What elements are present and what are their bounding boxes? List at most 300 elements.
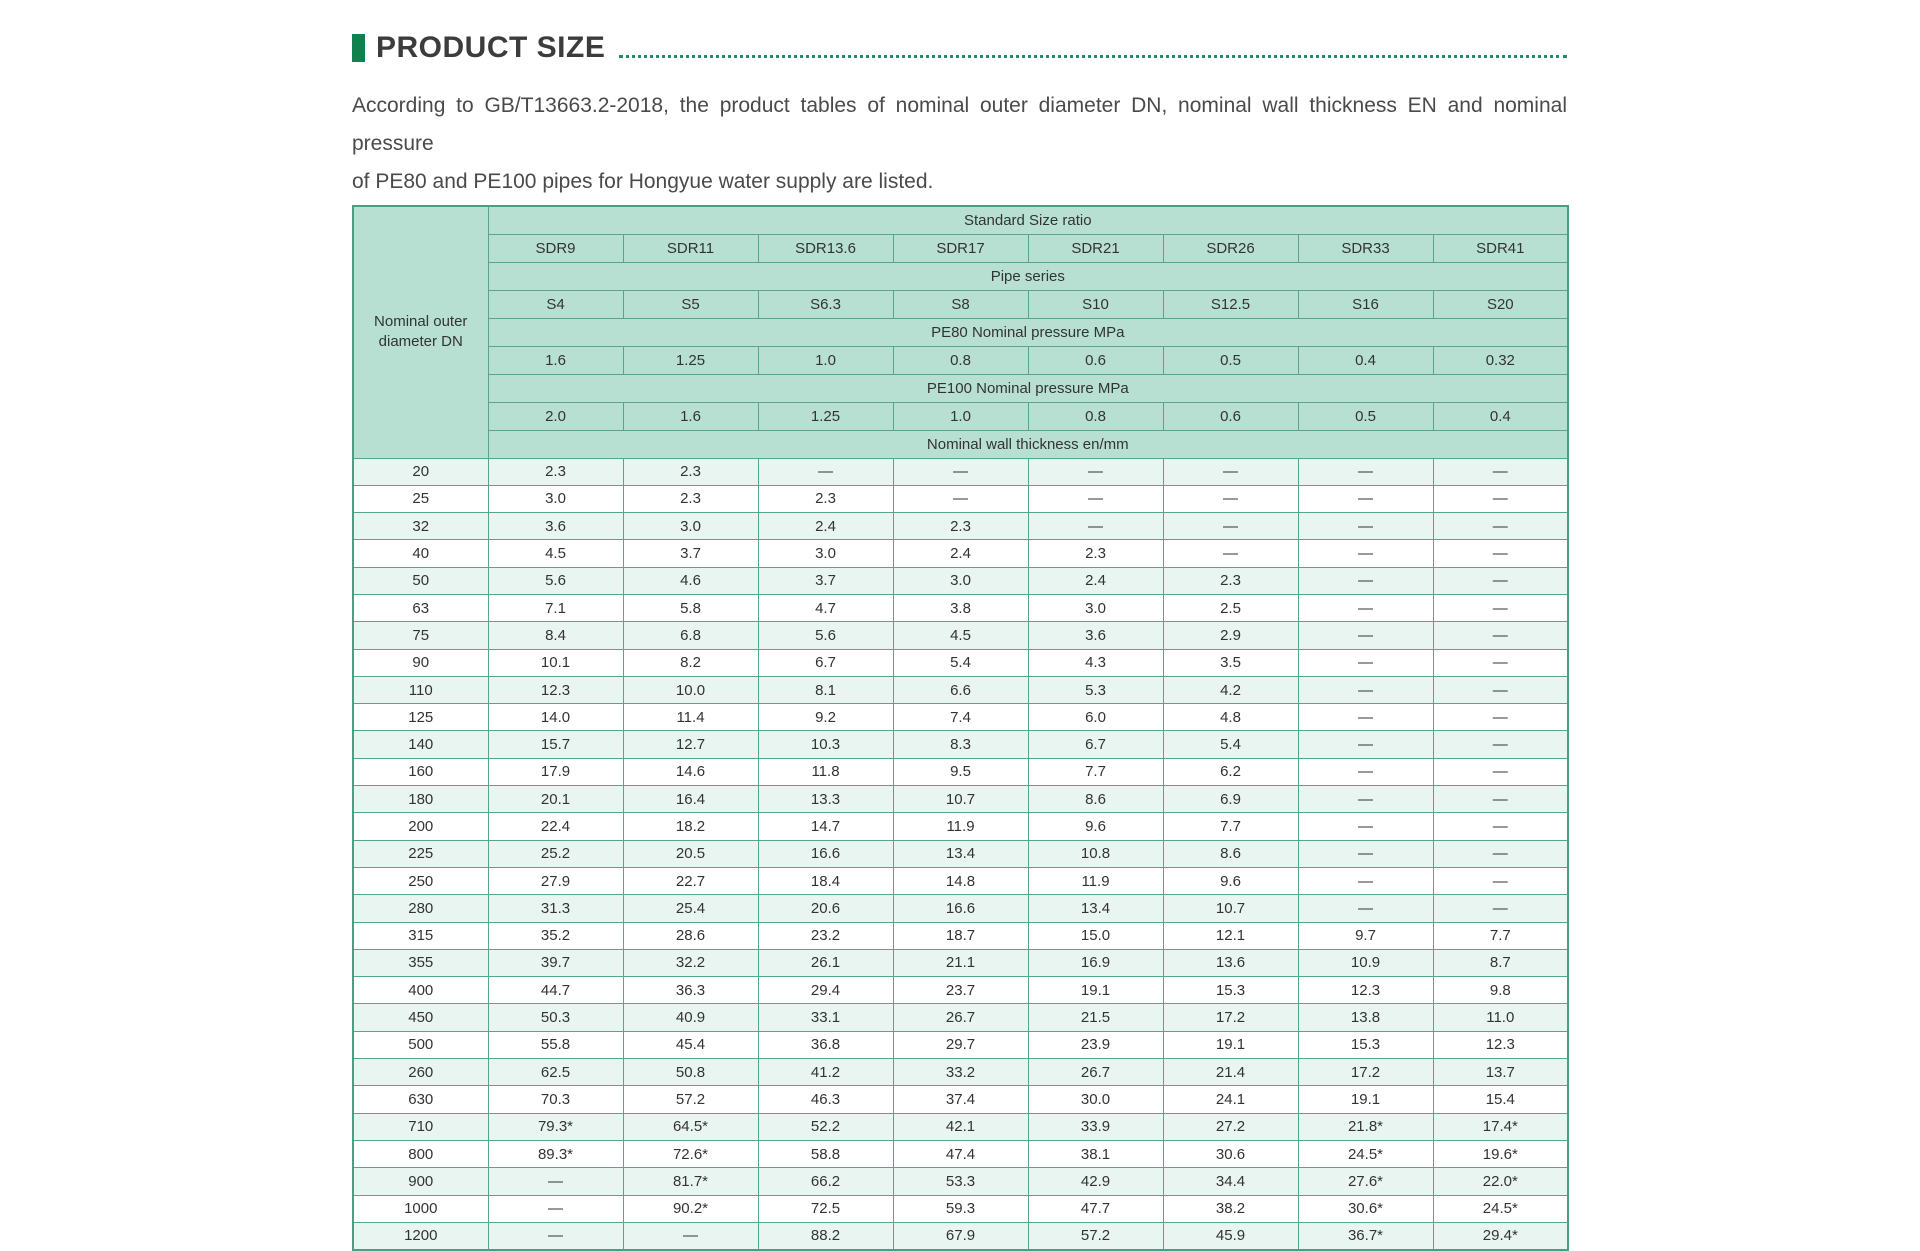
thickness-cell: 18.4: [758, 867, 893, 894]
thickness-cell: 36.7*: [1298, 1222, 1433, 1249]
thickness-cell: 45.9: [1163, 1222, 1298, 1249]
corner-header-cell: Nominal outer diameter DN: [353, 206, 488, 458]
thickness-cell: 22.4: [488, 813, 623, 840]
header-row-wall-thickness: [353, 430, 1568, 458]
thickness-cell: 16.6: [893, 895, 1028, 922]
thickness-cell: 59.3: [893, 1195, 1028, 1222]
pe100-pressure-header: PE100 Nominal pressure MPa: [488, 374, 1568, 402]
thickness-cell: 30.6: [1163, 1140, 1298, 1167]
thickness-cell: —: [1298, 840, 1433, 867]
table-row: [353, 813, 1568, 840]
thickness-cell: 29.4*: [1433, 1222, 1568, 1249]
thickness-cell: 27.6*: [1298, 1168, 1433, 1195]
thickness-cell: 19.1: [1163, 1031, 1298, 1058]
pe80-pressure-value-cell: 0.4: [1298, 346, 1433, 374]
thickness-cell: 28.6: [623, 922, 758, 949]
pe100-pressure-value-cell: 0.4: [1433, 402, 1568, 430]
thickness-cell: 2.3: [623, 458, 758, 485]
thickness-cell: 72.6*: [623, 1140, 758, 1167]
thickness-cell: —: [1163, 485, 1298, 512]
pe80-pressure-value-cell: 0.6: [1028, 346, 1163, 374]
thickness-cell: 36.8: [758, 1031, 893, 1058]
sdr-label-cell: SDR26: [1163, 234, 1298, 262]
standard-size-ratio-header: Standard Size ratio: [488, 206, 1568, 234]
thickness-cell: 45.4: [623, 1031, 758, 1058]
thickness-cell: 57.2: [623, 1086, 758, 1113]
pipe-series-value-cell: S20: [1433, 290, 1568, 318]
header-row-series-values: [353, 290, 1568, 318]
thickness-cell: 66.2: [758, 1168, 893, 1195]
sdr-label-cell: SDR41: [1433, 234, 1568, 262]
thickness-cell: 62.5: [488, 1059, 623, 1086]
pe100-pressure-value-cell: 1.25: [758, 402, 893, 430]
thickness-cell: 52.2: [758, 1113, 893, 1140]
dn-cell: 75: [353, 622, 488, 649]
table-row: [353, 895, 1568, 922]
thickness-cell: 10.9: [1298, 949, 1433, 976]
sdr-label-cell: SDR33: [1298, 234, 1433, 262]
thickness-cell: 3.7: [758, 567, 893, 594]
thickness-cell: —: [1433, 758, 1568, 785]
dn-cell: 50: [353, 567, 488, 594]
dn-cell: 125: [353, 704, 488, 731]
thickness-cell: 89.3*: [488, 1140, 623, 1167]
dn-cell: 500: [353, 1031, 488, 1058]
pe80-pressure-value-cell: 1.0: [758, 346, 893, 374]
thickness-cell: 5.6: [488, 567, 623, 594]
thickness-cell: 10.3: [758, 731, 893, 758]
thickness-cell: 17.2: [1298, 1059, 1433, 1086]
dn-cell: 250: [353, 867, 488, 894]
thickness-cell: 15.3: [1163, 977, 1298, 1004]
header-row-standard-size-ratio: [353, 206, 1568, 234]
thickness-cell: —: [893, 458, 1028, 485]
thickness-cell: —: [1433, 513, 1568, 540]
thickness-cell: —: [758, 458, 893, 485]
wall-thickness-header: Nominal wall thickness en/mm: [488, 430, 1568, 458]
dn-cell: 630: [353, 1086, 488, 1113]
thickness-cell: 18.7: [893, 922, 1028, 949]
thickness-cell: 20.1: [488, 786, 623, 813]
thickness-cell: 17.2: [1163, 1004, 1298, 1031]
thickness-cell: 2.4: [1028, 567, 1163, 594]
thickness-cell: 13.6: [1163, 949, 1298, 976]
description-line-1: According to GB/T13663.2-2018, the product tables of nominal outer diameter DN, nominal wall thickness EN and nominal pressure: [352, 94, 1567, 155]
thickness-cell: 42.9: [1028, 1168, 1163, 1195]
thickness-cell: 11.9: [893, 813, 1028, 840]
section-title-row: [352, 33, 1567, 63]
thickness-cell: 8.4: [488, 622, 623, 649]
thickness-cell: 2.3: [1163, 567, 1298, 594]
thickness-cell: 22.7: [623, 867, 758, 894]
table-row: [353, 867, 1568, 894]
thickness-cell: 18.2: [623, 813, 758, 840]
thickness-cell: 4.5: [893, 622, 1028, 649]
thickness-cell: 42.1: [893, 1113, 1028, 1140]
header-row-pe100-values: [353, 402, 1568, 430]
thickness-cell: 31.3: [488, 895, 623, 922]
thickness-cell: —: [1298, 895, 1433, 922]
thickness-cell: 3.7: [623, 540, 758, 567]
thickness-cell: 3.0: [623, 513, 758, 540]
thickness-cell: —: [1163, 513, 1298, 540]
thickness-cell: 21.5: [1028, 1004, 1163, 1031]
dn-cell: 400: [353, 977, 488, 1004]
thickness-cell: 5.4: [1163, 731, 1298, 758]
thickness-cell: 21.4: [1163, 1059, 1298, 1086]
pe100-pressure-value-cell: 0.5: [1298, 402, 1433, 430]
thickness-cell: 46.3: [758, 1086, 893, 1113]
thickness-cell: 11.4: [623, 704, 758, 731]
thickness-cell: 47.4: [893, 1140, 1028, 1167]
dn-cell: 40: [353, 540, 488, 567]
sdr-label-cell: SDR11: [623, 234, 758, 262]
thickness-cell: —: [1298, 786, 1433, 813]
thickness-cell: 12.1: [1163, 922, 1298, 949]
pipe-series-value-cell: S12.5: [1163, 290, 1298, 318]
thickness-cell: 9.2: [758, 704, 893, 731]
thickness-cell: 15.4: [1433, 1086, 1568, 1113]
thickness-cell: 23.2: [758, 922, 893, 949]
thickness-cell: 24.1: [1163, 1086, 1298, 1113]
dn-cell: 450: [353, 1004, 488, 1031]
dn-cell: 180: [353, 786, 488, 813]
table-header: [353, 206, 1568, 458]
thickness-cell: 55.8: [488, 1031, 623, 1058]
thickness-cell: 4.2: [1163, 676, 1298, 703]
thickness-cell: —: [1433, 895, 1568, 922]
thickness-cell: 9.6: [1163, 867, 1298, 894]
dn-cell: 63: [353, 594, 488, 621]
thickness-cell: 6.7: [1028, 731, 1163, 758]
thickness-cell: —: [488, 1195, 623, 1222]
thickness-cell: 37.4: [893, 1086, 1028, 1113]
sdr-label-cell: SDR21: [1028, 234, 1163, 262]
dn-cell: 355: [353, 949, 488, 976]
dn-cell: 25: [353, 485, 488, 512]
thickness-cell: 79.3*: [488, 1113, 623, 1140]
thickness-cell: —: [1163, 540, 1298, 567]
thickness-cell: 13.7: [1433, 1059, 1568, 1086]
thickness-cell: 9.7: [1298, 922, 1433, 949]
thickness-cell: 13.4: [1028, 895, 1163, 922]
thickness-cell: —: [1298, 649, 1433, 676]
thickness-cell: 44.7: [488, 977, 623, 1004]
thickness-cell: 4.3: [1028, 649, 1163, 676]
thickness-cell: 26.7: [1028, 1059, 1163, 1086]
dn-cell: 280: [353, 895, 488, 922]
thickness-cell: 33.1: [758, 1004, 893, 1031]
dn-cell: 260: [353, 1059, 488, 1086]
dn-cell: 200: [353, 813, 488, 840]
thickness-cell: 13.8: [1298, 1004, 1433, 1031]
thickness-cell: 26.1: [758, 949, 893, 976]
table-row: [353, 485, 1568, 512]
dn-cell: 900: [353, 1168, 488, 1195]
thickness-cell: 10.7: [1163, 895, 1298, 922]
thickness-cell: 3.6: [1028, 622, 1163, 649]
thickness-cell: 2.5: [1163, 594, 1298, 621]
thickness-cell: 9.5: [893, 758, 1028, 785]
sdr-label-cell: SDR13.6: [758, 234, 893, 262]
pipe-series-value-cell: S6.3: [758, 290, 893, 318]
thickness-cell: 20.6: [758, 895, 893, 922]
thickness-cell: 6.2: [1163, 758, 1298, 785]
thickness-cell: 23.9: [1028, 1031, 1163, 1058]
pe100-pressure-value-cell: 1.0: [893, 402, 1028, 430]
thickness-cell: 30.6*: [1298, 1195, 1433, 1222]
thickness-cell: 7.7: [1028, 758, 1163, 785]
dn-cell: 800: [353, 1140, 488, 1167]
dn-cell: 160: [353, 758, 488, 785]
thickness-cell: 39.7: [488, 949, 623, 976]
thickness-cell: 7.7: [1163, 813, 1298, 840]
table-row: [353, 1004, 1568, 1031]
title-marker-icon: [352, 34, 365, 62]
thickness-cell: 2.4: [758, 513, 893, 540]
thickness-cell: 21.1: [893, 949, 1028, 976]
table-row: [353, 622, 1568, 649]
thickness-cell: 8.3: [893, 731, 1028, 758]
pipe-series-header: Pipe series: [488, 262, 1568, 290]
thickness-cell: —: [1433, 676, 1568, 703]
description-line-2: of PE80 and PE100 pipes for Hongyue water supply are listed.: [352, 170, 934, 193]
table-row: [353, 758, 1568, 785]
table-row: [353, 458, 1568, 485]
thickness-cell: 67.9: [893, 1222, 1028, 1249]
thickness-cell: 36.3: [623, 977, 758, 1004]
thickness-cell: —: [623, 1222, 758, 1249]
thickness-cell: 19.6*: [1433, 1140, 1568, 1167]
table-row: [353, 1168, 1568, 1195]
thickness-cell: 6.0: [1028, 704, 1163, 731]
header-row-pe100: [353, 374, 1568, 402]
dotted-divider: [619, 55, 1567, 58]
thickness-cell: 7.4: [893, 704, 1028, 731]
thickness-cell: 11.8: [758, 758, 893, 785]
pipe-series-value-cell: S10: [1028, 290, 1163, 318]
thickness-cell: 16.9: [1028, 949, 1163, 976]
thickness-cell: 12.3: [488, 676, 623, 703]
table-row: [353, 1059, 1568, 1086]
pe80-pressure-value-cell: 0.32: [1433, 346, 1568, 374]
thickness-cell: —: [1433, 567, 1568, 594]
dn-cell: 710: [353, 1113, 488, 1140]
product-size-table: [352, 205, 1569, 1251]
thickness-cell: —: [488, 1222, 623, 1249]
thickness-cell: —: [1298, 622, 1433, 649]
table-row: [353, 1195, 1568, 1222]
dn-cell: 1200: [353, 1222, 488, 1249]
table-row: [353, 513, 1568, 540]
thickness-cell: 22.0*: [1433, 1168, 1568, 1195]
thickness-cell: 4.5: [488, 540, 623, 567]
thickness-cell: 3.0: [1028, 594, 1163, 621]
thickness-cell: 38.2: [1163, 1195, 1298, 1222]
thickness-cell: —: [1433, 649, 1568, 676]
pipe-series-value-cell: S8: [893, 290, 1028, 318]
thickness-cell: —: [1298, 567, 1433, 594]
thickness-cell: 72.5: [758, 1195, 893, 1222]
thickness-cell: 15.0: [1028, 922, 1163, 949]
thickness-cell: 16.4: [623, 786, 758, 813]
thickness-cell: 9.6: [1028, 813, 1163, 840]
thickness-cell: 4.7: [758, 594, 893, 621]
thickness-cell: 14.6: [623, 758, 758, 785]
thickness-cell: —: [1433, 485, 1568, 512]
thickness-cell: —: [1433, 731, 1568, 758]
thickness-cell: 8.6: [1028, 786, 1163, 813]
thickness-cell: 17.4*: [1433, 1113, 1568, 1140]
thickness-cell: 5.8: [623, 594, 758, 621]
thickness-cell: 14.0: [488, 704, 623, 731]
thickness-cell: 3.6: [488, 513, 623, 540]
thickness-cell: 29.7: [893, 1031, 1028, 1058]
thickness-cell: 3.0: [893, 567, 1028, 594]
table-row: [353, 840, 1568, 867]
dn-cell: 90: [353, 649, 488, 676]
thickness-cell: 38.1: [1028, 1140, 1163, 1167]
thickness-cell: 7.7: [1433, 922, 1568, 949]
thickness-cell: 10.8: [1028, 840, 1163, 867]
thickness-cell: 16.6: [758, 840, 893, 867]
dn-cell: 20: [353, 458, 488, 485]
pe100-pressure-value-cell: 2.0: [488, 402, 623, 430]
thickness-cell: 13.3: [758, 786, 893, 813]
thickness-cell: 33.9: [1028, 1113, 1163, 1140]
pe80-pressure-header: PE80 Nominal pressure MPa: [488, 318, 1568, 346]
thickness-cell: 10.1: [488, 649, 623, 676]
thickness-cell: 6.7: [758, 649, 893, 676]
thickness-cell: 81.7*: [623, 1168, 758, 1195]
thickness-cell: 8.2: [623, 649, 758, 676]
pipe-series-value-cell: S16: [1298, 290, 1433, 318]
thickness-cell: 6.6: [893, 676, 1028, 703]
thickness-cell: 10.0: [623, 676, 758, 703]
thickness-cell: 47.7: [1028, 1195, 1163, 1222]
page-content: [352, 0, 1567, 1251]
header-row-pipe-series: [353, 262, 1568, 290]
thickness-cell: 24.5*: [1433, 1195, 1568, 1222]
table-row: [353, 1031, 1568, 1058]
thickness-cell: 2.3: [1028, 540, 1163, 567]
pe80-pressure-value-cell: 1.25: [623, 346, 758, 374]
thickness-cell: —: [1433, 594, 1568, 621]
thickness-cell: 35.2: [488, 922, 623, 949]
thickness-cell: 64.5*: [623, 1113, 758, 1140]
thickness-cell: 6.8: [623, 622, 758, 649]
description-paragraph: [352, 87, 1567, 201]
dn-cell: 225: [353, 840, 488, 867]
pe100-pressure-value-cell: 0.6: [1163, 402, 1298, 430]
pe80-pressure-value-cell: 0.8: [893, 346, 1028, 374]
thickness-cell: 25.2: [488, 840, 623, 867]
thickness-cell: —: [1028, 485, 1163, 512]
thickness-cell: —: [1433, 867, 1568, 894]
thickness-cell: 10.7: [893, 786, 1028, 813]
table-row: [353, 649, 1568, 676]
thickness-cell: 15.7: [488, 731, 623, 758]
thickness-cell: —: [1298, 813, 1433, 840]
thickness-cell: —: [1028, 458, 1163, 485]
thickness-cell: 21.8*: [1298, 1113, 1433, 1140]
thickness-cell: 3.0: [488, 485, 623, 512]
thickness-cell: 3.8: [893, 594, 1028, 621]
thickness-cell: —: [1298, 867, 1433, 894]
thickness-cell: 34.4: [1163, 1168, 1298, 1195]
thickness-cell: 13.4: [893, 840, 1028, 867]
thickness-cell: 26.7: [893, 1004, 1028, 1031]
thickness-cell: —: [1433, 540, 1568, 567]
thickness-cell: —: [1433, 840, 1568, 867]
thickness-cell: —: [1298, 540, 1433, 567]
thickness-cell: —: [1433, 813, 1568, 840]
thickness-cell: 14.8: [893, 867, 1028, 894]
thickness-cell: 19.1: [1298, 1086, 1433, 1113]
section-title: PRODUCT SIZE: [376, 31, 606, 64]
thickness-cell: —: [1298, 704, 1433, 731]
table-row: [353, 922, 1568, 949]
thickness-cell: 4.6: [623, 567, 758, 594]
thickness-cell: 88.2: [758, 1222, 893, 1249]
thickness-cell: —: [1028, 513, 1163, 540]
thickness-cell: 2.3: [758, 485, 893, 512]
thickness-cell: 24.5*: [1298, 1140, 1433, 1167]
thickness-cell: —: [1298, 731, 1433, 758]
thickness-cell: —: [1433, 786, 1568, 813]
thickness-cell: 30.0: [1028, 1086, 1163, 1113]
thickness-cell: 57.2: [1028, 1222, 1163, 1249]
thickness-cell: 19.1: [1028, 977, 1163, 1004]
thickness-cell: —: [1433, 458, 1568, 485]
thickness-cell: 3.0: [758, 540, 893, 567]
thickness-cell: —: [1298, 458, 1433, 485]
thickness-cell: 53.3: [893, 1168, 1028, 1195]
thickness-cell: 15.3: [1298, 1031, 1433, 1058]
table-row: [353, 1140, 1568, 1167]
thickness-cell: —: [1298, 676, 1433, 703]
thickness-cell: 6.9: [1163, 786, 1298, 813]
dn-cell: 1000: [353, 1195, 488, 1222]
thickness-cell: 8.7: [1433, 949, 1568, 976]
header-row-pe80-values: [353, 346, 1568, 374]
thickness-cell: 2.9: [1163, 622, 1298, 649]
dn-cell: 110: [353, 676, 488, 703]
thickness-cell: 5.3: [1028, 676, 1163, 703]
table-row: [353, 1086, 1568, 1113]
thickness-cell: 20.5: [623, 840, 758, 867]
table-row: [353, 1113, 1568, 1140]
pe80-pressure-value-cell: 0.5: [1163, 346, 1298, 374]
thickness-cell: 3.5: [1163, 649, 1298, 676]
pe100-pressure-value-cell: 0.8: [1028, 402, 1163, 430]
thickness-cell: 2.3: [893, 513, 1028, 540]
thickness-cell: 11.0: [1433, 1004, 1568, 1031]
table-row: [353, 676, 1568, 703]
table-row: [353, 1222, 1568, 1249]
thickness-cell: —: [1433, 704, 1568, 731]
thickness-cell: 2.3: [623, 485, 758, 512]
table-body: [353, 458, 1568, 1250]
dn-cell: 32: [353, 513, 488, 540]
thickness-cell: 5.4: [893, 649, 1028, 676]
table-row: [353, 731, 1568, 758]
thickness-cell: 29.4: [758, 977, 893, 1004]
thickness-cell: 33.2: [893, 1059, 1028, 1086]
sdr-label-cell: SDR17: [893, 234, 1028, 262]
thickness-cell: 27.9: [488, 867, 623, 894]
thickness-cell: 2.4: [893, 540, 1028, 567]
